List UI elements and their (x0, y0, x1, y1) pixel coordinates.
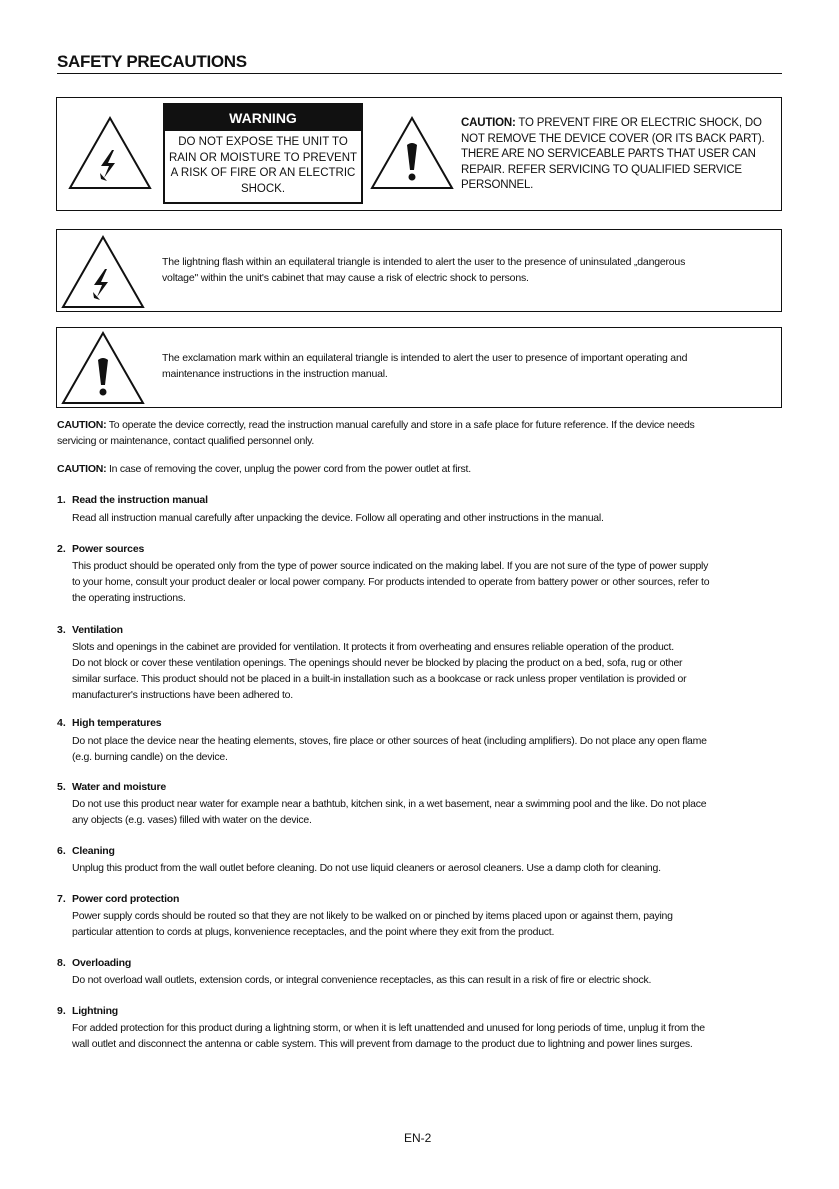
exclamation-warning-icon (369, 115, 455, 191)
section-number: 9. (57, 1005, 66, 1017)
exclamation-note-text: The exclamation mark within an equilateral triangle is intended to alert the user to presence of important operating and maintenance instructions in the instruction manual. (162, 352, 688, 380)
section-number: 7. (57, 893, 66, 905)
section-title: Power cord protection (72, 893, 180, 905)
section-body: Read all instruction manual carefully after unpacking the device. Follow all operating and other instructions in the manual. (72, 512, 604, 524)
section-body: Power supply cords should be routed so that they are not likely to be walked on or pinched by items placed upon or against them, paying particular attention to cords at plugs, konvenience receptacles, and the point where they exit from the product. (72, 910, 673, 938)
section-number: 6. (57, 845, 66, 857)
section-title: Water and moisture (72, 781, 167, 793)
exclamation-symbol-icon (60, 330, 146, 406)
section-body: Do not use this product near water for example near a bathtub, kitchen sink, in a wet basement, near a swimming pool and the like. Do not place any objects (e.g. vases) filled with water on the device. (72, 798, 707, 826)
caution-service-text: CAUTION: TO PREVENT FIRE OR ELECTRIC SHOCK, DO NOT REMOVE THE DEVICE COVER (OR ITS BACK PART). THERE ARE NO SERVICEABLE PARTS THAT USER CAN REPAIR. REFER SERVICING TO QUALIFIED SERVICE PERSONNEL. (461, 117, 765, 191)
section-body: Do not place the device near the heating elements, stoves, fire place or other sources of heat (including amplifiers). Do not place any open flame (e.g. burning candle) on the device. (72, 735, 707, 763)
lightning-note-text: The lightning flash within an equilateral triangle is intended to alert the user to the presence of uninsulated „dangerous voltage" within the unit's cabinet that may cause a risk of electric shock to persons. (162, 256, 686, 284)
caution-cover-paragraph: CAUTION: In case of removing the cover, unplug the power cord from the power outlet at first. (57, 463, 471, 475)
section-title: High temperatures (72, 717, 162, 729)
section-body: For added protection for this product during a lightning storm, or when it is left unattended and unused for long periods of time, unplug it from the wall outlet and disconnect the antenna or cable system. This will prevent from damage to the product due to lightning and power lines surges. (72, 1022, 705, 1050)
section-title: Read the instruction manual (72, 494, 208, 506)
caution-operation-paragraph: CAUTION: To operate the device correctly, read the instruction manual carefully and store in a safe place for future reference. If the device needs servicing or maintenance, contact qualified personnel only. (57, 419, 695, 447)
page-number: EN-2 (404, 1131, 432, 1145)
section-number: 3. (57, 624, 66, 636)
section-title: Ventilation (72, 624, 123, 636)
warning-label-box (163, 103, 363, 204)
warning-heading: WARNING (165, 105, 361, 131)
lightning-warning-icon (67, 115, 153, 191)
section-number: 2. (57, 543, 66, 555)
warning-text: DO NOT EXPOSE THE UNIT TO RAIN OR MOISTURE TO PREVENT A RISK OF FIRE OR AN ELECTRIC SHOCK. (168, 136, 358, 195)
section-number: 8. (57, 957, 66, 969)
section-body: Slots and openings in the cabinet are provided for ventilation. It protects it from overheating and ensures reliable operation of the product. Do not block or cover these ventilation openings. The openings should never be blocked by placing the product on a bed, sofa, rug or other similar surface. This product should not be placed in a built-in installation such as a bookcase or rack unless proper ventilation is provided or manufacturer's instructions have been adhered to. (72, 641, 687, 701)
section-title: Cleaning (72, 845, 115, 857)
lightning-symbol-icon (60, 234, 146, 310)
section-body: Do not overload wall outlets, extension cords, or integral convenience receptacles, as this can result in a risk of fire or electric shock. (72, 974, 652, 986)
section-title: Overloading (72, 957, 132, 969)
section-number: 4. (57, 717, 66, 729)
section-body: This product should be operated only from the type of power source indicated on the making label. If you are not sure of the type of power supply to your home, consult your product dealer or local power company. For products intended to operate from battery power or other sources, refer to the operating instructions. (72, 560, 710, 604)
section-title: Power sources (72, 543, 145, 555)
section-title: Lightning (72, 1005, 119, 1017)
page-title: SAFETY PRECAUTIONS (57, 52, 782, 74)
section-number: 1. (57, 494, 66, 506)
section-number: 5. (57, 781, 66, 793)
section-body: Unplug this product from the wall outlet before cleaning. Do not use liquid cleaners or aerosol cleaners. Use a damp cloth for cleaning. (72, 862, 661, 874)
